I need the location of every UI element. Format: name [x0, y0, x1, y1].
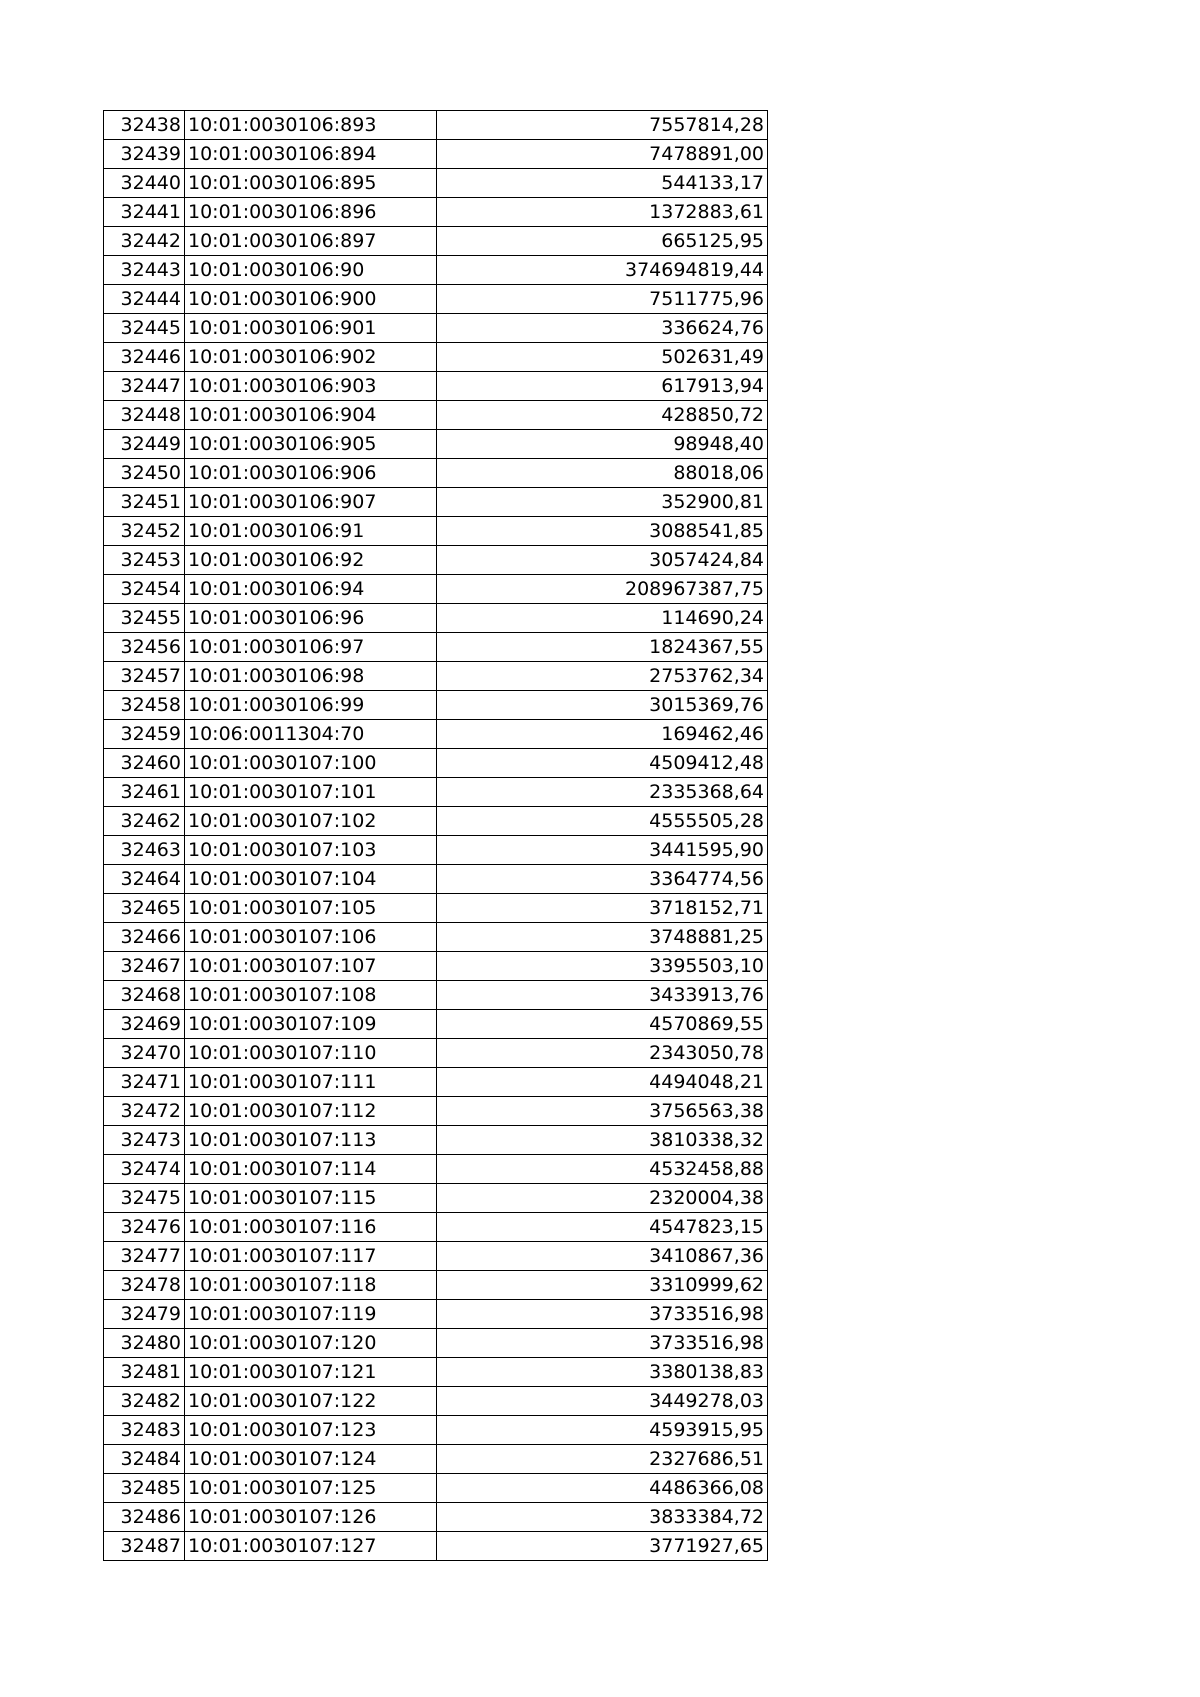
row-number-cell: 32465	[104, 894, 185, 923]
value-cell: 428850,72	[437, 401, 768, 430]
row-number-cell: 32455	[104, 604, 185, 633]
value-cell: 3310999,62	[437, 1271, 768, 1300]
value-cell: 3733516,98	[437, 1300, 768, 1329]
table-row	[104, 1242, 768, 1271]
row-number-cell: 32473	[104, 1126, 185, 1155]
cadastral-number-cell: 10:01:0030107:122	[185, 1387, 437, 1416]
cadastral-number-cell: 10:01:0030107:107	[185, 952, 437, 981]
table-row	[104, 227, 768, 256]
row-number-cell: 32466	[104, 923, 185, 952]
row-number-cell: 32458	[104, 691, 185, 720]
cadastral-number-cell: 10:01:0030106:96	[185, 604, 437, 633]
value-cell: 3015369,76	[437, 691, 768, 720]
value-cell: 7557814,28	[437, 111, 768, 140]
cadastral-number-cell: 10:01:0030106:92	[185, 546, 437, 575]
cadastral-number-cell: 10:01:0030106:98	[185, 662, 437, 691]
table-row	[104, 720, 768, 749]
value-cell: 665125,95	[437, 227, 768, 256]
value-cell: 502631,49	[437, 343, 768, 372]
cadastral-number-cell: 10:01:0030106:97	[185, 633, 437, 662]
value-cell: 3771927,65	[437, 1532, 768, 1561]
row-number-cell: 32446	[104, 343, 185, 372]
value-cell: 169462,46	[437, 720, 768, 749]
value-cell: 4509412,48	[437, 749, 768, 778]
row-number-cell: 32477	[104, 1242, 185, 1271]
row-number-cell: 32456	[104, 633, 185, 662]
cadastral-number-cell: 10:01:0030106:897	[185, 227, 437, 256]
table-row	[104, 401, 768, 430]
cadastral-number-cell: 10:01:0030107:121	[185, 1358, 437, 1387]
table-row	[104, 1416, 768, 1445]
row-number-cell: 32474	[104, 1155, 185, 1184]
value-cell: 617913,94	[437, 372, 768, 401]
row-number-cell: 32479	[104, 1300, 185, 1329]
cadastral-number-cell: 10:01:0030107:108	[185, 981, 437, 1010]
table-row	[104, 1271, 768, 1300]
table-row	[104, 1068, 768, 1097]
row-number-cell: 32442	[104, 227, 185, 256]
table-row	[104, 372, 768, 401]
value-cell: 2327686,51	[437, 1445, 768, 1474]
row-number-cell: 32487	[104, 1532, 185, 1561]
table-row	[104, 1126, 768, 1155]
cadastral-number-cell: 10:01:0030107:111	[185, 1068, 437, 1097]
value-cell: 208967387,75	[437, 575, 768, 604]
row-number-cell: 32453	[104, 546, 185, 575]
row-number-cell: 32462	[104, 807, 185, 836]
value-cell: 88018,06	[437, 459, 768, 488]
table-row	[104, 633, 768, 662]
table-row	[104, 430, 768, 459]
value-cell: 98948,40	[437, 430, 768, 459]
row-number-cell: 32461	[104, 778, 185, 807]
cadastral-number-cell: 10:01:0030106:901	[185, 314, 437, 343]
table-row	[104, 1010, 768, 1039]
cadastral-number-cell: 10:01:0030106:904	[185, 401, 437, 430]
cadastral-number-cell: 10:01:0030107:114	[185, 1155, 437, 1184]
table-row	[104, 1503, 768, 1532]
row-number-cell: 32472	[104, 1097, 185, 1126]
row-number-cell: 32454	[104, 575, 185, 604]
table-row	[104, 546, 768, 575]
cadastral-number-cell: 10:01:0030107:126	[185, 1503, 437, 1532]
table-row	[104, 111, 768, 140]
value-cell: 3441595,90	[437, 836, 768, 865]
row-number-cell: 32438	[104, 111, 185, 140]
row-number-cell: 32467	[104, 952, 185, 981]
row-number-cell: 32463	[104, 836, 185, 865]
table-row	[104, 169, 768, 198]
value-cell: 3756563,38	[437, 1097, 768, 1126]
value-cell: 374694819,44	[437, 256, 768, 285]
table-row	[104, 140, 768, 169]
row-number-cell: 32478	[104, 1271, 185, 1300]
table-row	[104, 807, 768, 836]
cadastral-number-cell: 10:01:0030107:119	[185, 1300, 437, 1329]
value-cell: 352900,81	[437, 488, 768, 517]
value-cell: 3395503,10	[437, 952, 768, 981]
table-row	[104, 1387, 768, 1416]
cadastral-number-cell: 10:01:0030107:118	[185, 1271, 437, 1300]
table-body	[104, 111, 768, 1561]
row-number-cell: 32481	[104, 1358, 185, 1387]
cadastre-value-table	[103, 110, 768, 1561]
cadastral-number-cell: 10:01:0030107:102	[185, 807, 437, 836]
value-cell: 1372883,61	[437, 198, 768, 227]
row-number-cell: 32439	[104, 140, 185, 169]
table-row	[104, 836, 768, 865]
row-number-cell: 32480	[104, 1329, 185, 1358]
row-number-cell: 32452	[104, 517, 185, 546]
row-number-cell: 32483	[104, 1416, 185, 1445]
cadastral-number-cell: 10:01:0030107:105	[185, 894, 437, 923]
value-cell: 3748881,25	[437, 923, 768, 952]
value-cell: 7511775,96	[437, 285, 768, 314]
cadastral-number-cell: 10:01:0030107:124	[185, 1445, 437, 1474]
table-row	[104, 575, 768, 604]
value-cell: 3410867,36	[437, 1242, 768, 1271]
table-row	[104, 459, 768, 488]
row-number-cell: 32450	[104, 459, 185, 488]
table-row	[104, 285, 768, 314]
cadastral-number-cell: 10:01:0030107:109	[185, 1010, 437, 1039]
cadastral-number-cell: 10:01:0030106:905	[185, 430, 437, 459]
table-row	[104, 662, 768, 691]
table-row	[104, 749, 768, 778]
cadastral-number-cell: 10:01:0030106:900	[185, 285, 437, 314]
value-cell: 3718152,71	[437, 894, 768, 923]
cadastral-number-cell: 10:01:0030107:112	[185, 1097, 437, 1126]
row-number-cell: 32475	[104, 1184, 185, 1213]
value-cell: 1824367,55	[437, 633, 768, 662]
table-row	[104, 1300, 768, 1329]
table-row	[104, 952, 768, 981]
value-cell: 3833384,72	[437, 1503, 768, 1532]
value-cell: 2753762,34	[437, 662, 768, 691]
row-number-cell: 32471	[104, 1068, 185, 1097]
cadastral-number-cell: 10:01:0030107:106	[185, 923, 437, 952]
row-number-cell: 32482	[104, 1387, 185, 1416]
row-number-cell: 32440	[104, 169, 185, 198]
table-row	[104, 981, 768, 1010]
cadastral-number-cell: 10:01:0030107:104	[185, 865, 437, 894]
value-cell: 4593915,95	[437, 1416, 768, 1445]
cadastral-number-cell: 10:01:0030106:902	[185, 343, 437, 372]
cadastral-number-cell: 10:01:0030107:123	[185, 1416, 437, 1445]
cadastral-number-cell: 10:01:0030106:895	[185, 169, 437, 198]
value-cell: 3057424,84	[437, 546, 768, 575]
table-row	[104, 256, 768, 285]
value-cell: 114690,24	[437, 604, 768, 633]
cadastral-number-cell: 10:01:0030107:125	[185, 1474, 437, 1503]
row-number-cell: 32485	[104, 1474, 185, 1503]
table-row	[104, 1213, 768, 1242]
row-number-cell: 32460	[104, 749, 185, 778]
value-cell: 2320004,38	[437, 1184, 768, 1213]
table-row	[104, 1184, 768, 1213]
cadastral-number-cell: 10:01:0030107:113	[185, 1126, 437, 1155]
value-cell: 4547823,15	[437, 1213, 768, 1242]
row-number-cell: 32444	[104, 285, 185, 314]
cadastral-number-cell: 10:01:0030106:99	[185, 691, 437, 720]
row-number-cell: 32448	[104, 401, 185, 430]
cadastral-number-cell: 10:01:0030107:117	[185, 1242, 437, 1271]
value-cell: 3088541,85	[437, 517, 768, 546]
row-number-cell: 32484	[104, 1445, 185, 1474]
cadastral-number-cell: 10:06:0011304:70	[185, 720, 437, 749]
cadastral-number-cell: 10:01:0030106:907	[185, 488, 437, 517]
value-cell: 3433913,76	[437, 981, 768, 1010]
cadastral-number-cell: 10:01:0030107:115	[185, 1184, 437, 1213]
table-row	[104, 894, 768, 923]
row-number-cell: 32464	[104, 865, 185, 894]
value-cell: 4555505,28	[437, 807, 768, 836]
row-number-cell: 32443	[104, 256, 185, 285]
row-number-cell: 32469	[104, 1010, 185, 1039]
table-row	[104, 1445, 768, 1474]
row-number-cell: 32468	[104, 981, 185, 1010]
value-cell: 4486366,08	[437, 1474, 768, 1503]
value-cell: 4532458,88	[437, 1155, 768, 1184]
cadastral-number-cell: 10:01:0030107:127	[185, 1532, 437, 1561]
table-row	[104, 778, 768, 807]
row-number-cell: 32445	[104, 314, 185, 343]
cadastral-number-cell: 10:01:0030107:120	[185, 1329, 437, 1358]
table-row	[104, 343, 768, 372]
table-row	[104, 1097, 768, 1126]
row-number-cell: 32449	[104, 430, 185, 459]
value-cell: 4494048,21	[437, 1068, 768, 1097]
cadastral-number-cell: 10:01:0030107:101	[185, 778, 437, 807]
row-number-cell: 32476	[104, 1213, 185, 1242]
cadastral-number-cell: 10:01:0030106:94	[185, 575, 437, 604]
table-row	[104, 691, 768, 720]
table-row	[104, 1329, 768, 1358]
table-row	[104, 198, 768, 227]
value-cell: 2335368,64	[437, 778, 768, 807]
value-cell: 3810338,32	[437, 1126, 768, 1155]
table-row	[104, 923, 768, 952]
cadastral-number-cell: 10:01:0030107:116	[185, 1213, 437, 1242]
row-number-cell: 32447	[104, 372, 185, 401]
table-row	[104, 604, 768, 633]
value-cell: 544133,17	[437, 169, 768, 198]
value-cell: 336624,76	[437, 314, 768, 343]
value-cell: 2343050,78	[437, 1039, 768, 1068]
value-cell: 7478891,00	[437, 140, 768, 169]
cadastral-number-cell: 10:01:0030106:896	[185, 198, 437, 227]
table-row	[104, 1532, 768, 1561]
value-cell: 4570869,55	[437, 1010, 768, 1039]
cadastral-number-cell: 10:01:0030107:110	[185, 1039, 437, 1068]
cadastral-number-cell: 10:01:0030107:100	[185, 749, 437, 778]
value-cell: 3449278,03	[437, 1387, 768, 1416]
cadastral-number-cell: 10:01:0030107:103	[185, 836, 437, 865]
value-cell: 3380138,83	[437, 1358, 768, 1387]
table-row	[104, 1155, 768, 1184]
row-number-cell: 32486	[104, 1503, 185, 1532]
table-row	[104, 488, 768, 517]
row-number-cell: 32459	[104, 720, 185, 749]
table-row	[104, 517, 768, 546]
table-row	[104, 314, 768, 343]
cadastral-number-cell: 10:01:0030106:906	[185, 459, 437, 488]
table-row	[104, 1039, 768, 1068]
cadastral-number-cell: 10:01:0030106:893	[185, 111, 437, 140]
table-row	[104, 1474, 768, 1503]
row-number-cell: 32451	[104, 488, 185, 517]
cadastral-number-cell: 10:01:0030106:894	[185, 140, 437, 169]
cadastral-number-cell: 10:01:0030106:91	[185, 517, 437, 546]
cadastral-number-cell: 10:01:0030106:90	[185, 256, 437, 285]
cadastral-number-cell: 10:01:0030106:903	[185, 372, 437, 401]
row-number-cell: 32441	[104, 198, 185, 227]
row-number-cell: 32470	[104, 1039, 185, 1068]
table-row	[104, 1358, 768, 1387]
value-cell: 3733516,98	[437, 1329, 768, 1358]
row-number-cell: 32457	[104, 662, 185, 691]
value-cell: 3364774,56	[437, 865, 768, 894]
table-row	[104, 865, 768, 894]
